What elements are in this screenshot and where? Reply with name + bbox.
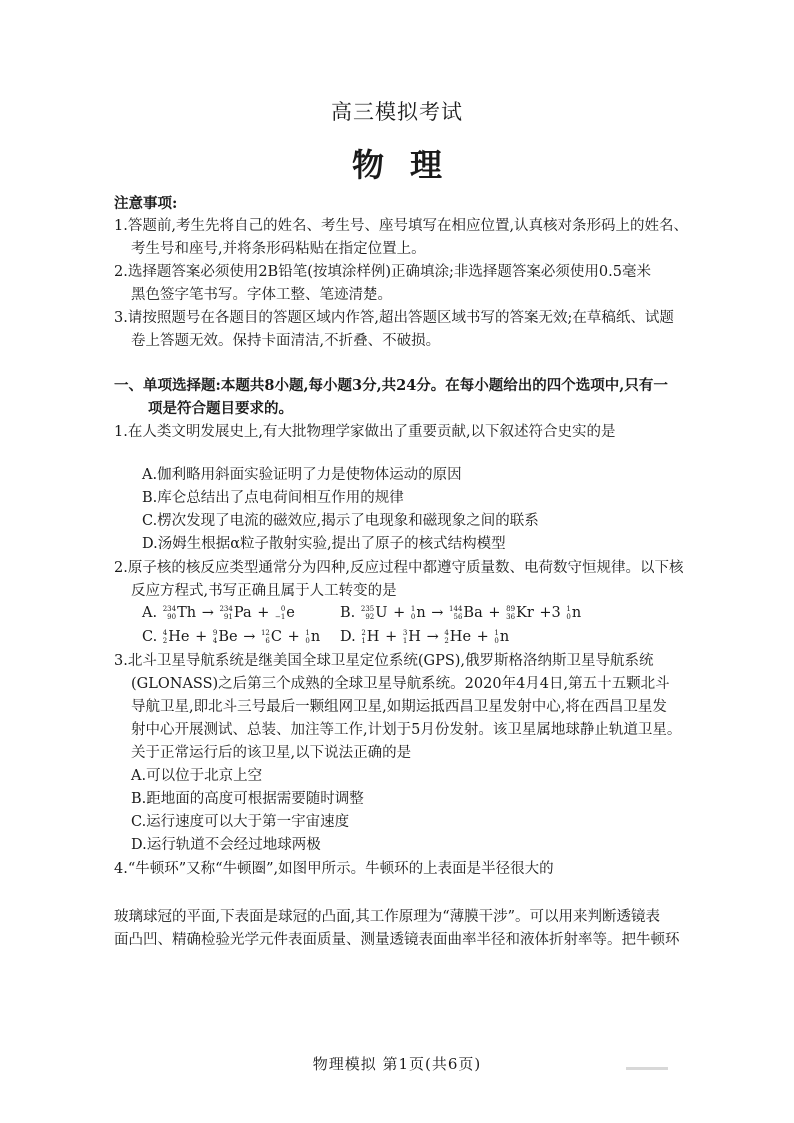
nuclide [361,629,379,645]
nuclide [361,605,388,621]
exam-subtitle: 高三模拟考试 [331,100,463,124]
charge-number: 92 [365,613,375,621]
nuclide [506,605,534,621]
q3-option-d: D.运行轨道不会经过地球两极 [131,837,321,853]
nuclide [261,629,282,645]
charge-number: 0 [494,637,499,645]
q3-option-c: C.运行速度可以大于第一宇宙速度 [131,814,350,830]
element-symbol: Kr [516,604,534,621]
nuclide [163,605,196,621]
mass-number: 1 [566,605,571,613]
charge-number: 0 [410,613,416,621]
q3-option-a: A.可以位于北京上空 [131,768,263,784]
page-footer: 物理模拟 第1页(共6页) [312,1055,482,1073]
element-symbol: n [416,604,426,621]
charge-number: 4 [212,637,218,645]
section-heading-line-2: 项是符合题目要求的。 [148,400,293,417]
q2-option-b [340,602,582,624]
nuclide [219,605,251,621]
plus-sign: + [287,629,300,645]
element-symbol: Pa [233,604,252,621]
element-symbol: H [408,628,421,645]
q1-option-b: B.库仑总结出了点电荷间相互作用的规律 [142,490,404,506]
charge-number: 56 [453,613,463,621]
charge-number: 0 [305,637,310,645]
reaction-arrow: → [243,629,256,645]
q1-option-c: C.楞次发现了电流的磁效应,揭示了电现象和磁现象之间的联系 [142,513,539,529]
mass-number: 1 [410,605,416,613]
charge-number: −1 [274,613,286,621]
mass-number: 0 [280,605,286,613]
mass-number: 3 [402,629,408,637]
charge-number: 1 [361,637,366,645]
charge-number: 2 [444,637,449,645]
element-symbol: U [375,604,388,621]
mass-number: 4 [162,629,168,637]
plus-sign: + [385,629,398,645]
option-label: B. [340,605,356,621]
element-symbol: C [270,628,282,645]
q2-option-a [142,602,296,624]
scan-mark [626,1067,668,1070]
mass-number: 2 [361,629,366,637]
notice-line-4: 黑色签字笔书写。字体工整、笔迹清楚。 [131,287,392,303]
nuclide [566,605,581,621]
plus-sign: + [488,605,501,621]
element-symbol: Ba [463,604,483,621]
q4-stem-line-2: 玻璃球冠的平面,下表面是球冠的凸面,其工作原理为“薄膜干涉”。可以用来判断透镜表 [114,909,661,925]
mass-number: 1 [305,629,310,637]
charge-number: 90 [167,613,177,621]
option-label: D. [340,629,356,645]
subject-title: 物理 [351,146,468,184]
mass-number: 234 [162,605,177,613]
element-symbol: He [449,628,472,645]
q3-stem-line-5: 关于正常运行后的该卫星,以下说法正确的是 [131,745,412,761]
element-symbol: e [286,604,295,621]
mass-number: 144 [449,605,463,613]
q3-stem-line-4: 射中心开展测试、总装、加注等工作,计划于5月份发射。该卫星属地球静止轨道卫星。 [131,722,682,738]
q3-stem-line-2: (GLONASS)之后第三个成熟的全球卫星导航系统。2020年4月4日,第五十五颗北斗 [131,676,670,692]
nuclide [403,629,421,645]
nuclide [494,629,509,645]
q1-stem: 1.在人类文明发展史上,有大批物理学家做出了重要贡献,以下叙述符合史实的是 [114,424,616,440]
charge-number: 36 [506,613,516,621]
element-symbol: Th [177,604,197,621]
plus-sign: + [257,605,270,621]
notice-line-2: 考生号和座号,并将条形码粘贴在指定位置上。 [131,241,426,257]
element-symbol: Be [218,628,238,645]
element-symbol: H [366,628,380,645]
mass-number: 89 [506,605,516,613]
nuclide [163,629,190,645]
charge-number: 2 [162,637,168,645]
option-label: A. [142,605,158,621]
element-symbol: n [571,604,582,621]
q3-option-b: B.距地面的高度可根据需要随时调整 [131,791,364,807]
notice-line-1: 1.答题前,考生先将自己的姓名、考生号、座号填写在相应位置,认真核对条形码上的姓名、 [114,218,689,234]
reaction-arrow: → [426,629,439,645]
nuclide [275,605,295,621]
plus-sign: + [393,605,406,621]
reaction-arrow: → [201,605,214,621]
notice-line-3: 2.选择题答案必须使用2B铅笔(按填涂样例)正确填涂;非选择题答案必须使用0.5毫米 [114,264,651,280]
plus-sign: +3 [539,605,561,621]
q1-option-d: D.汤姆生根据α粒子散射实验,提出了原子的核式结构模型 [142,536,506,552]
mass-number: 1 [494,629,499,637]
element-symbol: He [168,628,190,645]
element-symbol: n [499,628,510,645]
mass-number: 235 [360,605,375,613]
q3-stem-line-1: 3.北斗卫星导航系统是继美国全球卫星定位系统(GPS),俄罗斯格洛纳斯卫星导航系统 [114,653,654,669]
q1-option-a: A.伽利略用斜面实验证明了力是使物体运动的原因 [142,467,462,483]
nuclide [449,605,483,621]
option-label: C. [142,629,158,645]
nuclide [213,629,238,645]
element-symbol: n [310,628,321,645]
q2-stem-line-2: 反应方程式,书写正确且属于人工转变的是 [131,583,397,599]
charge-number: 91 [223,613,233,621]
plus-sign: + [476,629,489,645]
q4-stem-line-1: 4.“牛顿环”又称“牛顿圈”,如图甲所示。牛顿环的上表面是半径很大的 [114,861,554,877]
mass-number: 12 [260,629,270,637]
plus-sign: + [195,629,208,645]
q2-stem-line-1: 2.原子核的核反应类型通常分为四种,反应过程中都遵守质量数、电荷数守恒规律。以下核 [114,560,684,576]
charge-number: 6 [265,637,270,645]
charge-number: 0 [566,613,571,621]
mass-number: 234 [219,605,233,613]
nuclide [444,629,471,645]
q4-stem-line-3: 面凸凹、精确检验光学元件表面质量、测量透镜表面曲率半径和液体折射率等。把牛顿环 [114,932,680,948]
mass-number: 9 [212,629,218,637]
charge-number: 1 [402,637,408,645]
mass-number: 4 [444,629,449,637]
q2-option-c [142,626,321,648]
notice-line-5: 3.请按照题号在各题目的答题区域内作答,超出答题区域书写的答案无效;在草稿纸、试题 [114,310,674,326]
reaction-arrow: → [431,605,444,621]
notice-heading: 注意事项: [114,195,178,212]
nuclide [305,629,320,645]
notice-line-6: 卷上答题无效。保持卡面清洁,不折叠、不破损。 [131,333,441,349]
q2-option-d [340,626,510,648]
q3-stem-line-3: 导航卫星,即北斗三号最后一颗组网卫星,如期运抵西昌卫星发射中心,将在西昌卫星发 [131,699,667,715]
nuclide [411,605,426,621]
section-heading-line-1: 一、单项选择题:本题共8小题,每小题3分,共24分。在每小题给出的四个选项中,只有一 [114,377,668,394]
